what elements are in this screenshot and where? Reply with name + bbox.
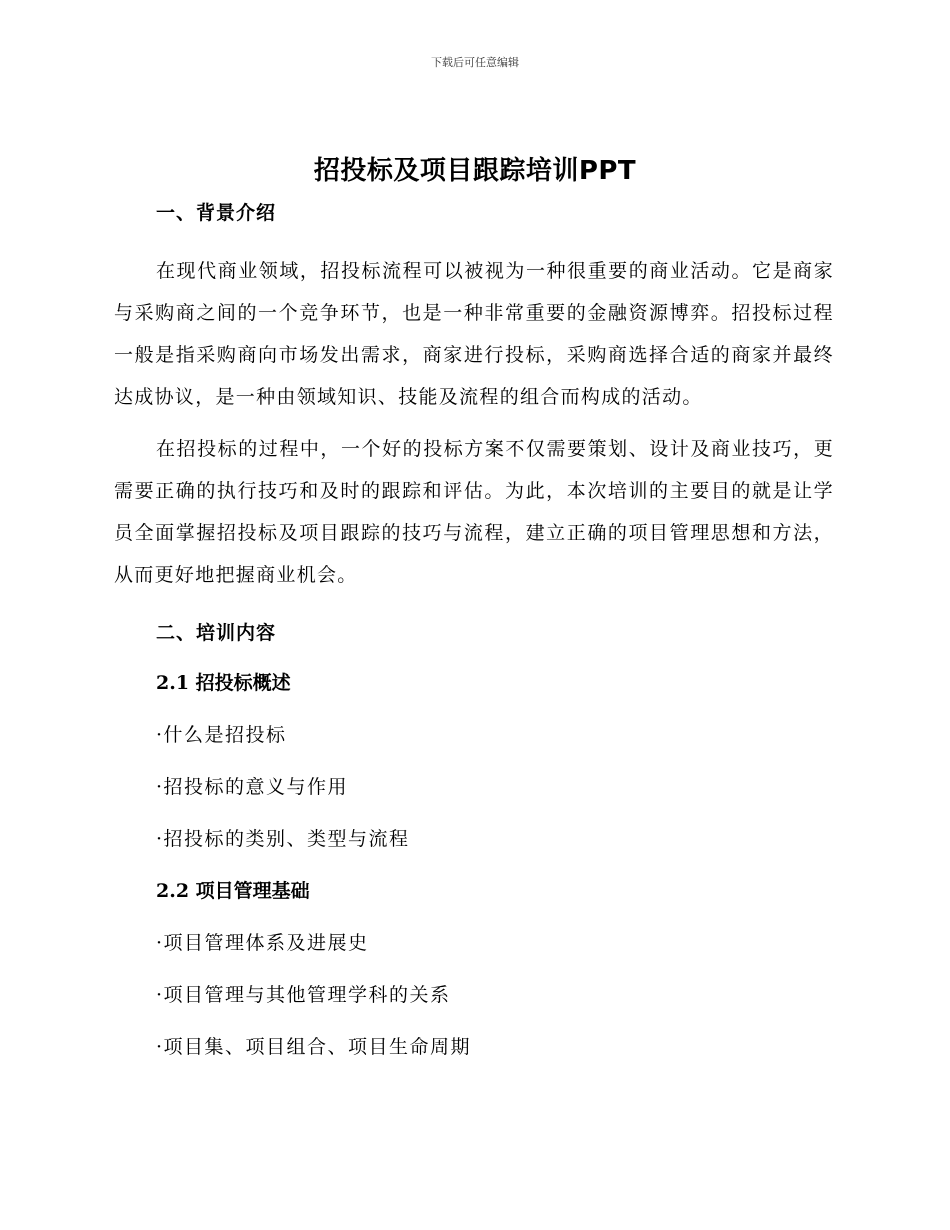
- section-heading-training-content: 二、培训内容: [156, 622, 277, 644]
- bullet-item: ·什么是招投标: [156, 724, 287, 746]
- bullet-item: ·项目管理与其他管理学科的关系: [156, 984, 451, 1006]
- document-title: 招投标及项目跟踪培训PPT: [313, 156, 637, 186]
- subsection-heading-bidding-overview: 2.1 招投标概述: [156, 672, 291, 694]
- paragraph: 在现代商业领域，招投标流程可以被视为一种很重要的商业活动。它是商家与采购商之间的一个竞争环节，也是一种非常重要的金融资源博弈。招投标过程一般是指采购商向市场发出需求，商家进行投标，采购商选择合适的商家并最终达成协议，是一种由领域知识、技能及流程的组合而构成的活动。: [114, 260, 834, 408]
- subsection-heading-project-management-basics: 2.2 项目管理基础: [156, 880, 310, 902]
- bullet-item: ·招投标的意义与作用: [156, 776, 349, 798]
- page-header-note: 下载后可任意编辑: [431, 56, 519, 69]
- paragraph: 在招投标的过程中，一个好的投标方案不仅需要策划、设计及商业技巧，更需要正确的执行技巧和及时的跟踪和评估。为此，本次培训的主要目的就是让学员全面掌握招投标及项目跟踪的技巧与流程，建立正确的项目管理思想和方法，从而更好地把握商业机会。: [114, 438, 834, 586]
- section-heading-background: 一、背景介绍: [156, 202, 277, 224]
- document-body: [114, 196, 834, 1084]
- bullet-item: ·项目管理体系及进展史: [156, 932, 369, 954]
- bullet-item: ·项目集、项目组合、项目生命周期: [156, 1036, 472, 1058]
- bullet-item: ·招投标的类别、类型与流程: [156, 828, 410, 850]
